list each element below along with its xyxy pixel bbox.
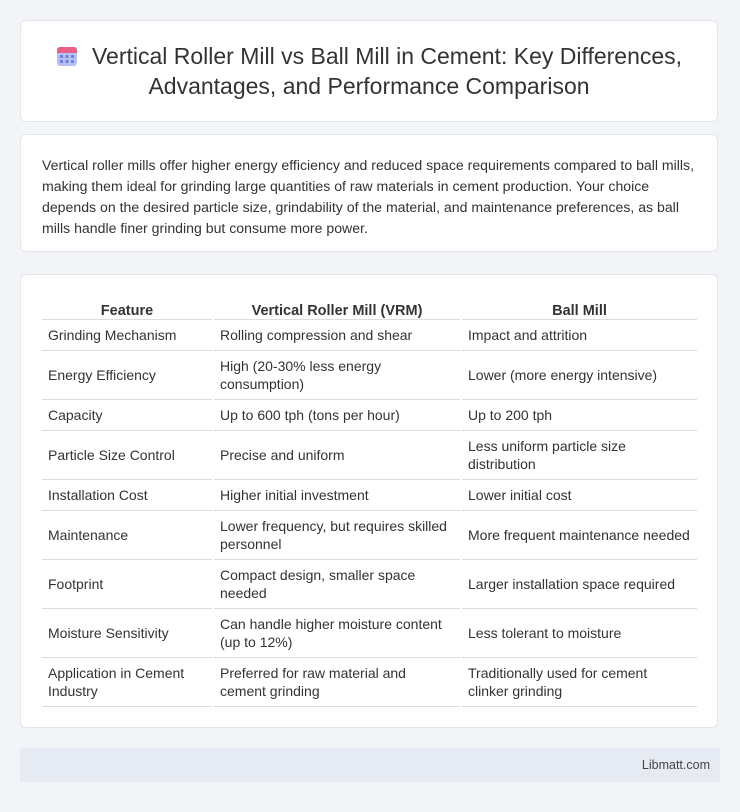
table-row: [42, 609, 697, 658]
ball-mill-cell: Less uniform particle size distribution: [462, 431, 697, 480]
vrm-cell: Up to 600 tph (tons per hour): [214, 400, 460, 431]
ball-mill-cell: Less tolerant to moisture: [462, 609, 697, 658]
footer-source-link[interactable]: Libmatt.com: [641, 758, 710, 772]
column-header-feature: Feature: [42, 297, 212, 320]
vrm-cell: Preferred for raw material and cement grinding: [214, 658, 460, 707]
calendar-grid-icon: [56, 45, 78, 67]
feature-cell: Grinding Mechanism: [42, 320, 212, 351]
table-row: [42, 511, 697, 560]
table-row: [42, 320, 697, 351]
feature-cell: Installation Cost: [42, 480, 212, 511]
footer-bar: [20, 748, 720, 782]
intro-card: [20, 134, 718, 252]
table-row: [42, 351, 697, 400]
ball-mill-cell: Impact and attrition: [462, 320, 697, 351]
vrm-cell: High (20-30% less energy consumption): [214, 351, 460, 400]
table-row: [42, 480, 697, 511]
ball-mill-cell: Traditionally used for cement clinker grinding: [462, 658, 697, 707]
table-row: [42, 431, 697, 480]
feature-cell: Capacity: [42, 400, 212, 431]
vrm-cell: Rolling compression and shear: [214, 320, 460, 351]
ball-mill-cell: Up to 200 tph: [462, 400, 697, 431]
table-row: [42, 658, 697, 707]
vrm-cell: Precise and uniform: [214, 431, 460, 480]
comparison-table: [40, 297, 699, 707]
feature-cell: Energy Efficiency: [42, 351, 212, 400]
feature-cell: Maintenance: [42, 511, 212, 560]
page-title: [21, 41, 717, 101]
comparison-table-card: [20, 274, 718, 728]
vrm-cell: Higher initial investment: [214, 480, 460, 511]
table-header-row: [42, 297, 697, 320]
table-row: [42, 560, 697, 609]
ball-mill-cell: Lower (more energy intensive): [462, 351, 697, 400]
column-header-ball-mill: Ball Mill: [462, 297, 697, 320]
intro-paragraph: Vertical roller mills offer higher energy efficiency and reduced space requirements compared to ball mills, making them ideal for grinding large quantities of raw materials in cement production. Your choice depends on the desired particle size, grindability of the material, and maintenance preferences, as ball mills handle finer grinding but consume more power.: [42, 157, 695, 236]
ball-mill-cell: More frequent maintenance needed: [462, 511, 697, 560]
ball-mill-cell: Lower initial cost: [462, 480, 697, 511]
feature-cell: Moisture Sensitivity: [42, 609, 212, 658]
vrm-cell: Compact design, smaller space needed: [214, 560, 460, 609]
title-card: [20, 20, 718, 122]
column-header-vrm: Vertical Roller Mill (VRM): [214, 297, 460, 320]
vrm-cell: Can handle higher moisture content (up to 12%): [214, 609, 460, 658]
table-row: [42, 400, 697, 431]
feature-cell: Application in Cement Industry: [42, 658, 212, 707]
feature-cell: Footprint: [42, 560, 212, 609]
page-title-text: Vertical Roller Mill vs Ball Mill in Cement: Key Differences, Advantages, and Performance Comparison: [91, 43, 683, 99]
ball-mill-cell: Larger installation space required: [462, 560, 697, 609]
vrm-cell: Lower frequency, but requires skilled personnel: [214, 511, 460, 560]
feature-cell: Particle Size Control: [42, 431, 212, 480]
